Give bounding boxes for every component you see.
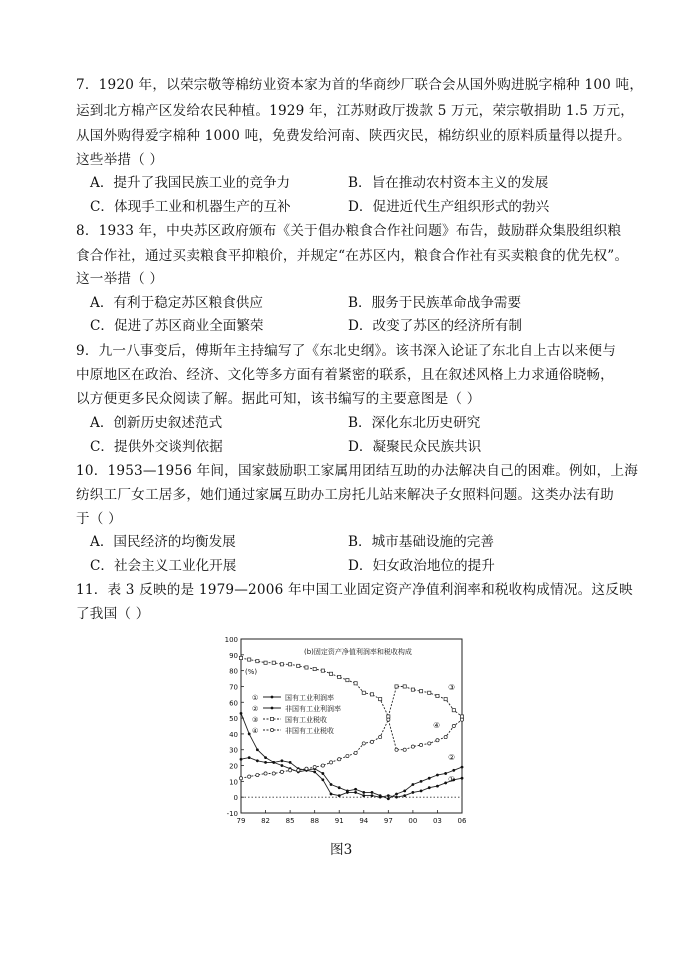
series-4-point [428, 742, 431, 745]
series-3-point [264, 661, 267, 664]
x-tick-label: 85 [285, 817, 295, 825]
series-2-point [420, 780, 423, 783]
q7-line-1: 7．1920 年，以荣宗敬等棉纺业资本家为首的华商纱厂联合会从国外购进脱字棉种 100 吨， [76, 77, 644, 93]
line-chart [219, 630, 469, 830]
series-2-point [362, 791, 365, 794]
series-4-point [264, 772, 267, 775]
series-4-point [329, 761, 332, 764]
series-2-point [403, 789, 406, 792]
q9-option-a[interactable]: A．创新历史叙述范式 [90, 415, 223, 431]
series-end-label: ④ [433, 721, 441, 730]
series-1-point [256, 759, 259, 762]
y-tick-label: 40 [229, 730, 238, 739]
series-4-point [248, 775, 251, 778]
q8-option-b[interactable]: B．服务于民族革命战争需要 [348, 295, 522, 311]
series-4-point [289, 769, 292, 772]
series-1-point [403, 794, 406, 797]
legend-label-4: 非国有工业税收 [285, 727, 334, 735]
series-2-point [240, 712, 243, 715]
series-1-point [362, 794, 365, 797]
series-4-point [338, 758, 341, 761]
legend-symbol-3 [270, 717, 273, 720]
series-4-point [411, 745, 414, 748]
series-2-point [256, 748, 259, 751]
series-1-point [436, 785, 439, 788]
q7-option-b[interactable]: B．旨在推动农村资本主义的发展 [348, 175, 549, 191]
y-tick-label: 10 [229, 778, 238, 787]
series-4-point [346, 754, 349, 757]
series-end-label: ① [448, 775, 456, 784]
q9-option-b[interactable]: B．深化东北历史研究 [348, 415, 481, 431]
series-1-point [387, 794, 390, 797]
series-4-point [354, 751, 357, 754]
legend-marker-2: ② [252, 705, 259, 713]
series-3-point [428, 691, 431, 694]
q9-option-c[interactable]: C．提供外交谈判依据 [90, 439, 223, 455]
legend-label-1: 国有工业利润率 [285, 694, 334, 702]
series-3-point [444, 698, 447, 701]
series-1-point [411, 791, 414, 794]
series-4-point [387, 718, 390, 721]
series-3-point [395, 685, 398, 688]
figure-3 [219, 630, 469, 830]
series-1-point [444, 782, 447, 785]
y-tick-label: 90 [229, 651, 238, 660]
legend-symbol-4 [270, 728, 273, 731]
x-tick-label: 88 [310, 817, 320, 825]
series-2-point [330, 783, 333, 786]
figure-caption: 图3 [330, 842, 353, 858]
legend-marker-3: ③ [252, 716, 259, 724]
series-2-point [346, 789, 349, 792]
series-3-point [403, 685, 406, 688]
series-3-point [280, 663, 283, 666]
y-tick-label: 100 [224, 636, 238, 644]
chart-title: (b)固定资产净值利润率和税收构成 [304, 648, 412, 656]
series-4-point [313, 766, 316, 769]
series-3-point [289, 663, 292, 666]
series-line-4 [241, 720, 462, 779]
x-tick-label: 03 [432, 817, 442, 825]
series-3-point [379, 698, 382, 701]
series-3-point [248, 658, 251, 661]
x-tick-label: 97 [383, 817, 393, 825]
series-1-point [240, 758, 243, 761]
series-3-point [321, 669, 324, 672]
series-3-point [460, 715, 463, 718]
series-3-point [239, 656, 242, 659]
series-4-point [297, 769, 300, 772]
q8-option-d[interactable]: D．改变了苏区的经济所有制 [348, 318, 523, 334]
series-3-point [297, 664, 300, 667]
q11-line-2: 了我国（ ） [76, 606, 150, 622]
series-2-point [428, 777, 431, 780]
legend-marker-1: ① [252, 694, 259, 702]
y-tick-label: 70 [229, 683, 238, 692]
series-2-point [338, 786, 341, 789]
series-3-point [436, 694, 439, 697]
q7-line-4: 这些举措（ ） [76, 152, 164, 168]
series-1-point [264, 761, 267, 764]
q9-option-d[interactable]: D．凝聚民众民族共识 [348, 439, 482, 455]
legend-marker-4: ④ [252, 727, 259, 735]
series-1-point [420, 789, 423, 792]
series-2-point [379, 794, 382, 797]
series-1-point [289, 761, 292, 764]
legend-symbol-2 [271, 707, 274, 710]
legend-label-3: 国有工业税收 [285, 716, 327, 724]
q10-line-1: 10．1953—1956 年间，国家鼓励职工家属用团结互助的办法解决自己的困难。例如，上海 [76, 463, 638, 479]
series-1-point [338, 794, 341, 797]
y-tick-label: 80 [229, 667, 238, 676]
series-4-point [362, 742, 365, 745]
series-4-point [379, 735, 382, 738]
series-1-point [461, 777, 464, 780]
series-1-point [354, 791, 357, 794]
q10-option-b[interactable]: B．城市基础设施的完善 [348, 534, 494, 550]
legend-label-2: 非国有工业利润率 [285, 705, 341, 713]
q11-line-1: 11．表 3 反映的是 1979—2006 年中国工业固定资产净值利润率和税收构成情况。这反映 [76, 582, 633, 598]
q8-line-1: 8．1933 年，中央苏区政府颁布《关于倡办粮食合作社问题》布告，鼓励群众集股组织粮 [76, 223, 622, 239]
y-tick-label: 0 [233, 794, 238, 803]
q10-option-c[interactable]: C．社会主义工业化开展 [90, 558, 237, 574]
series-1-point [313, 770, 316, 773]
series-3-point [452, 709, 455, 712]
series-2-point [411, 783, 414, 786]
q8-line-3: 这一举措（ ） [76, 271, 164, 287]
series-1-point [281, 759, 284, 762]
series-3-point [313, 667, 316, 670]
series-3-point [419, 690, 422, 693]
x-tick-label: 00 [408, 817, 418, 825]
series-2-point [281, 764, 284, 767]
series-1-point [330, 793, 333, 796]
y-tick-label: 50 [229, 715, 238, 724]
series-3-point [354, 682, 357, 685]
q10-option-d[interactable]: D．妇女政治地位的提升 [348, 558, 495, 574]
series-4-point [321, 764, 324, 767]
q7-option-a[interactable]: A．提升了我国民族工业的竞争力 [90, 175, 291, 191]
series-2-point [272, 761, 275, 764]
y-tick-label: 30 [229, 746, 238, 755]
series-2-point [444, 772, 447, 775]
x-tick-label: 79 [236, 817, 246, 825]
series-3-point [329, 672, 332, 675]
q9-line-3: 以方便更多民众阅读了解。据此可知，该书编写的主要意图是（ ） [76, 391, 481, 407]
q8-line-2: 食合作社，通过买卖粮食平抑粮价，并规定“在苏区内，粮食合作社有买卖粮食的优先权”。 [76, 248, 629, 264]
series-4-point [395, 748, 398, 751]
series-end-label: ② [448, 753, 456, 762]
series-1-point [248, 756, 251, 759]
series-3-point [411, 688, 414, 691]
q10-option-a[interactable]: A．国民经济的均衡发展 [90, 534, 236, 550]
series-3-point [387, 715, 390, 718]
series-3-point [346, 679, 349, 682]
series-4-point [403, 748, 406, 751]
q9-line-1: 9．九一八事变后，傅斯年主持编写了《东北史纲》。该书深入论证了东北自上古以来便与 [76, 343, 617, 359]
series-2-point [395, 793, 398, 796]
series-3-point [272, 661, 275, 664]
x-tick-label: 06 [457, 817, 467, 825]
series-line-2 [241, 713, 462, 799]
series-2-point [264, 756, 267, 759]
series-4-point [280, 770, 283, 773]
q8-option-c[interactable]: C．促进了苏区商业全面繁荣 [90, 318, 264, 334]
q7-option-d[interactable]: D．促进近代生产组织形式的勃兴 [348, 199, 550, 215]
q7-option-c[interactable]: C．体现手工业和机器生产的互补 [90, 199, 291, 215]
q9-line-2: 中原地区在政治、经济、文化等多方面有着紧密的联系，且在叙述风格上力求通俗晓畅， [76, 367, 614, 383]
series-3-point [256, 660, 259, 663]
series-end-label: ③ [448, 683, 456, 692]
series-2-point [354, 788, 357, 791]
series-1-point [321, 778, 324, 781]
x-tick-label: 91 [334, 817, 344, 825]
x-tick-label: 82 [261, 817, 271, 825]
series-4-point [305, 767, 308, 770]
series-2-point [452, 769, 455, 772]
series-1-point [371, 794, 374, 797]
series-4-point [370, 740, 373, 743]
series-2-point [321, 772, 324, 775]
series-2-point [387, 797, 390, 800]
series-4-point [272, 772, 275, 775]
series-4-point [460, 718, 463, 721]
series-3-point [305, 666, 308, 669]
series-4-point [256, 773, 259, 776]
series-4-point [436, 739, 439, 742]
series-4-point [239, 777, 242, 780]
x-tick-label: 94 [359, 817, 369, 825]
y-tick-label: 20 [229, 762, 238, 771]
q7-line-3: 从国外购得爱字棉种 1000 吨，免费发给河南、陕西灾民，棉纺织业的原料质量得以提升。 [76, 128, 631, 144]
series-4-point [419, 743, 422, 746]
series-2-point [248, 733, 251, 736]
y-tick-label: 60 [229, 699, 238, 708]
series-1-point [395, 796, 398, 799]
series-1-point [428, 786, 431, 789]
legend-symbol-1 [271, 696, 274, 699]
series-3-point [338, 675, 341, 678]
series-2-point [436, 774, 439, 777]
q10-line-2: 纺织工厂女工居多，她们通过家属互助办工房托儿站来解决子女照料问题。这类办法有助 [76, 487, 614, 503]
q8-option-a[interactable]: A．有利于稳定苏区粮食供应 [90, 295, 263, 311]
series-4-point [452, 724, 455, 727]
q10-line-3: 于（ ） [76, 511, 122, 527]
series-3-point [370, 693, 373, 696]
y-tick-label: -10 [226, 810, 238, 818]
series-2-point [371, 791, 374, 794]
y-axis-unit: (%) [245, 668, 258, 676]
series-4-point [444, 735, 447, 738]
series-2-point [461, 766, 464, 769]
series-3-point [362, 691, 365, 694]
q7-line-2: 运到北方棉产区发给农民种植。1929 年，江苏财政厅拨款 5 万元，荣宗敬捐助 1.5 万元， [76, 103, 635, 119]
